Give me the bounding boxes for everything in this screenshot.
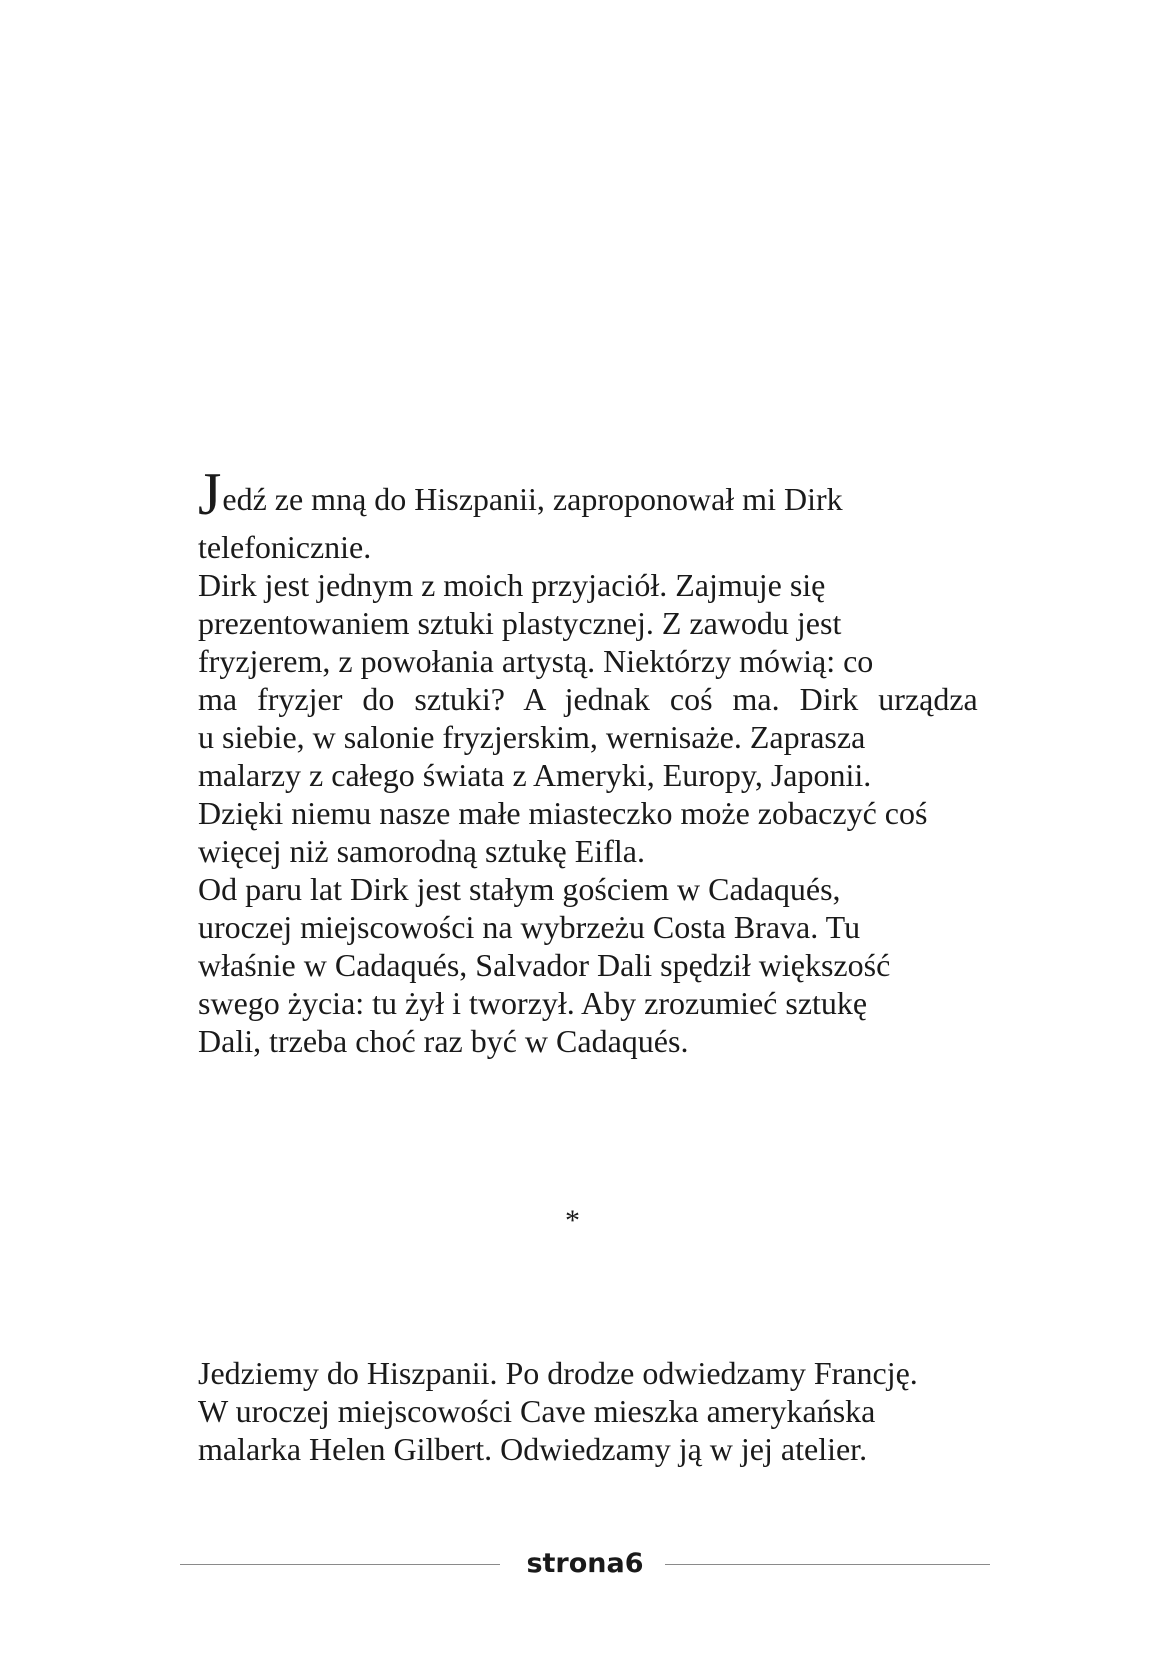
text-line: telefonicznie.	[198, 529, 372, 565]
text-line: u siebie, w salonie fryzjerskim, wernisaże. Zaprasza	[198, 719, 866, 755]
text-line: W uroczej miejscowości Cave mieszka amerykańska	[198, 1393, 876, 1429]
text-line: więcej niż samorodną sztukę Eifla.	[198, 833, 645, 869]
text-line: uroczej miejscowości na wybrzeżu Costa Brava. Tu	[198, 909, 861, 945]
paragraph-first-line	[198, 461, 843, 527]
text-line: Od paru lat Dirk jest stałym gościem w Cadaqués,	[198, 871, 841, 907]
drop-cap: J	[198, 461, 222, 527]
text-line: ma fryzjer do sztuki? A jednak coś ma. Dirk urządza	[198, 681, 978, 717]
text-line: Dali, trzeba choć raz być w Cadaqués.	[198, 1023, 689, 1059]
text-line: malarzy z całego świata z Ameryki, Europy, Japonii.	[198, 757, 872, 793]
text-line: Jedziemy do Hiszpanii. Po drodze odwiedzamy Francję.	[198, 1355, 918, 1391]
text-line: Dzięki niemu nasze małe miasteczko może zobaczyć coś	[198, 795, 928, 831]
section-separator: *	[565, 1204, 580, 1237]
text-line: malarka Helen Gilbert. Odwiedzamy ją w jej atelier.	[198, 1431, 868, 1467]
text-line: właśnie w Cadaqués, Salvador Dali spędził większość	[198, 947, 891, 983]
page-number: strona6	[526, 1548, 644, 1579]
footer-rule-right	[665, 1564, 990, 1565]
text-line: prezentowaniem sztuki plastycznej. Z zawodu jest	[198, 605, 842, 641]
text-line: fryzjerem, z powołania artystą. Niektórzy mówią: co	[198, 643, 874, 679]
text-line: swego życia: tu żył i tworzył. Aby zrozumieć sztukę	[198, 985, 868, 1021]
page-footer	[180, 1545, 990, 1585]
text-line: Dirk jest jednym z moich przyjaciół. Zajmuje się	[198, 567, 826, 603]
footer-rule-left	[180, 1564, 500, 1565]
first-line-text: edź ze mną do Hiszpanii, zaproponował mi Dirk	[222, 481, 843, 517]
